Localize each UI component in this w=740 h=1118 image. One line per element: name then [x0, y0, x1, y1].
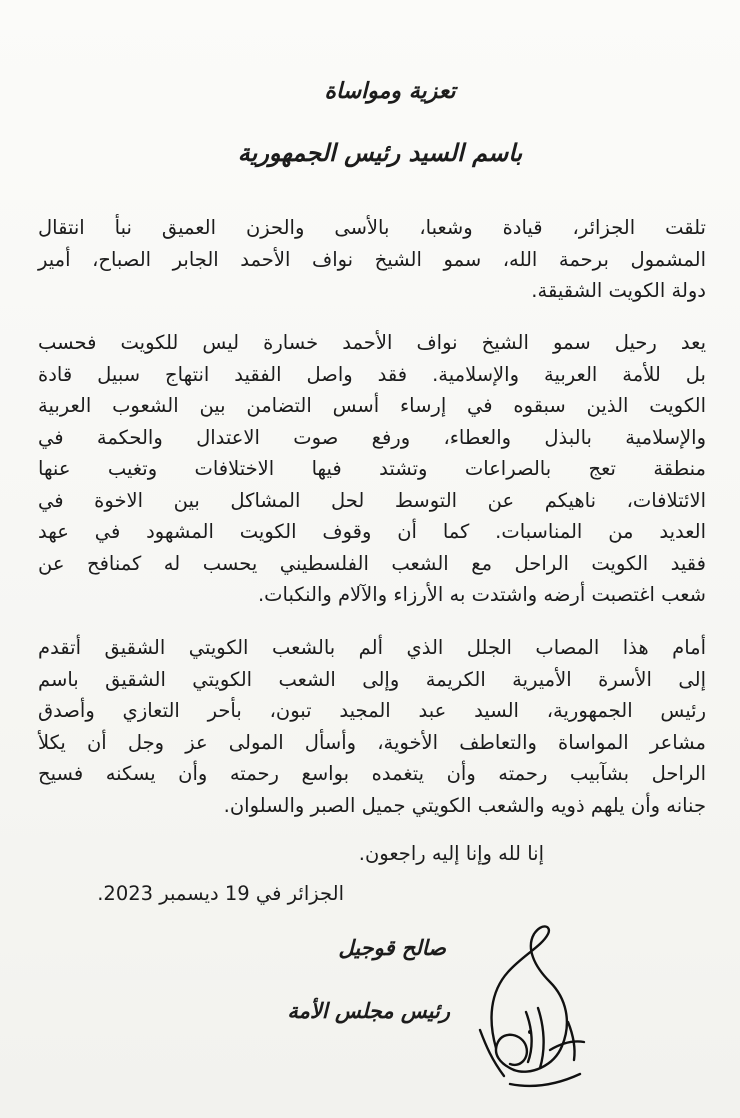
- paragraph-line: أمام هذا المصاب الجلل الذي ألم بالشعب الكويتي الشقيق أتقدم: [38, 636, 706, 659]
- paragraph-line: شعب اغتصبت أرضه واشتدت به الأرزاء والآلام والنكبات.: [257, 583, 706, 606]
- letter-title: تعزية ومواساة: [324, 78, 456, 104]
- paragraph-2: [38, 327, 706, 611]
- paragraph-line: بل للأمة العربية والإسلامية. فقد واصل الفقيد انتهاج سبيل قادة: [38, 362, 706, 386]
- paragraph-line: رئيس الجمهورية، السيد عبد المجيد تبون، بأحر التعازي وأصدق: [38, 699, 706, 722]
- paragraph-line: المشمول برحمة الله، سمو الشيخ نواف الأحمد الجابر الصباح، أمير: [38, 247, 706, 271]
- paragraph-line: فقيد الكويت الراحل مع الشعب الفلسطيني يحسب له كمنافح عن: [38, 551, 706, 575]
- signatory-title: رئيس مجلس الأمة: [287, 998, 450, 1023]
- paragraph-line: تلقت الجزائر، قيادة وشعبا، بالأسى والحزن العميق نبأ انتقال: [38, 216, 706, 239]
- letter-subtitle: باسم السيد رئيس الجمهورية: [237, 138, 523, 167]
- paragraph-line: والإسلامية بالبذل والعطاء، ورفع صوت الاعتدال والحكمة في: [38, 425, 706, 449]
- place-date: الجزائر في 19 ديسمبر 2023.: [97, 882, 344, 905]
- closing-phrase: إنا لله وإنا إليه راجعون.: [358, 842, 544, 865]
- handwritten-signature: [430, 900, 630, 1100]
- paragraph-line: الراحل بشآبيب رحمته وأن يتغمده بواسع رحمته وأن يسكنه فسيح: [38, 762, 706, 785]
- paragraph-line: دولة الكويت الشقيقة.: [531, 279, 706, 302]
- paragraph-line: جنانه وأن يلهم ذويه والشعب الكويتي جميل الصبر والسلوان.: [223, 793, 706, 817]
- paragraph-line: الائتلافات، ناهيكم عن التوسط لحل المشاكل بين الاخوة في: [38, 488, 706, 512]
- paragraph-1: [38, 212, 706, 307]
- paragraph-line: يعد رحيل سمو الشيخ نواف الأحمد خسارة ليس للكويت فحسب: [38, 331, 706, 354]
- signature-dot: [528, 1030, 532, 1034]
- paragraph-line: الكويت الذين سبقوه في إرساء أسس التضامن بين الشعوب العربية: [38, 394, 706, 417]
- paragraph-line: العديد من المناسبات. كما أن وقوف الكويت المشهود في عهد: [38, 520, 706, 543]
- paragraph-line: إلى الأسرة الأميرية الكريمة وإلى الشعب الكويتي الشقيق باسم: [38, 667, 706, 691]
- paragraph-line: مشاعر المواساة والتعاطف الأخوية، وأسأل المولى عز وجل أن يكلأ: [38, 730, 706, 754]
- paragraph-line: منطقة تعج بالصراعات وتشتد فيها الاختلافات وتغيب عنها: [38, 457, 706, 480]
- signatory-name: صالح قوجيل: [338, 935, 446, 960]
- paragraph-3: [38, 632, 706, 821]
